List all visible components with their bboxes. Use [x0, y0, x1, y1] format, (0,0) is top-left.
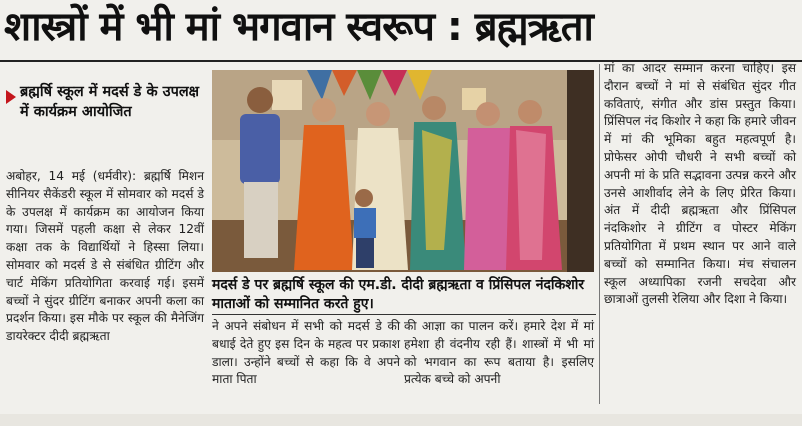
news-photo	[212, 70, 594, 272]
column-divider	[599, 64, 600, 404]
headline: शास्त्रों में भी मां भगवान स्वरूप : ब्रह्मऋता	[4, 4, 593, 50]
article-column-2: ने अपने संबोधन में सभी को मदर्स डे की बधाई देते हुए इस दिन के महत्व पर प्रकाश डाला। उन्होंने बच्चों से कहा कि वे अपने माता पिता	[212, 319, 400, 387]
article-column-3: की आज्ञा का पालन करें। हमारे देश में मां हमेशा ही वंदनीय रही हैं। शास्त्रों में भी मां को भगवान का रूप बताया है। इसलिए प्रत्येक बच्चे को अपनी	[404, 319, 594, 387]
photo-caption: मदर्स डे पर ब्रह्मर्षि स्कूल की एम.डी. दीदी ब्रह्मऋता व प्रिंसिपल नंदकिशोर माताओं को सम्मानित करते हुए।	[212, 277, 585, 312]
caption-rule	[212, 314, 596, 315]
next-article-strip	[0, 414, 802, 426]
article-column-4: मां का आदर सम्मान करना चाहिए। इस दौरान बच्चों ने मां से संबंधित सुंदर गीत कविताएं, संगीत और डांस प्रस्तुत किया। प्रिंसिपल नंद किशोर ने कहा कि हमारे जीवन में मां की भूमिका बहुत महत्वपूर्ण है। प्रोफेसर ओपी चौधरी ने सभी बच्चों को अपनी मां के प्रति सद्भावना उत्पन्न करने और उनसे आशीर्वाद लेने के लिए प्रेरित किया। अंत में दीदी ब्रह्मऋता और प्रिंसिपल नंदकिशोर ने ग्रीटिंग व पोस्टर मेकिंग प्रतियोगिता में प्रथम स्थान पर आने वाले बच्चों को सम्मानित किया। मंच संचालन स्कूल अध्यापिका रजनी सचदेवा और छात्राओं तुलसी रेलिया और दिशा ने किया।	[604, 61, 796, 307]
photo-illustration	[212, 70, 594, 272]
article-column-1: अबोहर, 14 मई (धर्मवीर): ब्रह्मर्षि मिशन सीनियर सैकेंडरी स्कूल में सोमवार को मदर्स डे के उपलक्ष में कार्यक्रम का आयोजन किया गया। जिसमें पहली कक्षा से लेकर 12वीं कक्षा तक के विद्यार्थियों ने हिस्सा लिया। सोमवार को मदर्स डे से संबंधित ग्रीटिंग और चार्ट मेकिंग प्रतियोगिता करवाई गई। इसमें बच्चों ने सुंदर ग्रीटिंग बनाकर अपनी कला का प्रदर्शन किया। इस मौके पर स्कूल की मैनेजिंग डायरेक्टर दीदी ब्रह्मऋता	[6, 169, 204, 344]
subheadline: ब्रह्मर्षि स्कूल में मदर्स डे के उपलक्ष में कार्यक्रम आयोजित	[20, 84, 200, 120]
subhead-marker-icon	[6, 90, 16, 104]
